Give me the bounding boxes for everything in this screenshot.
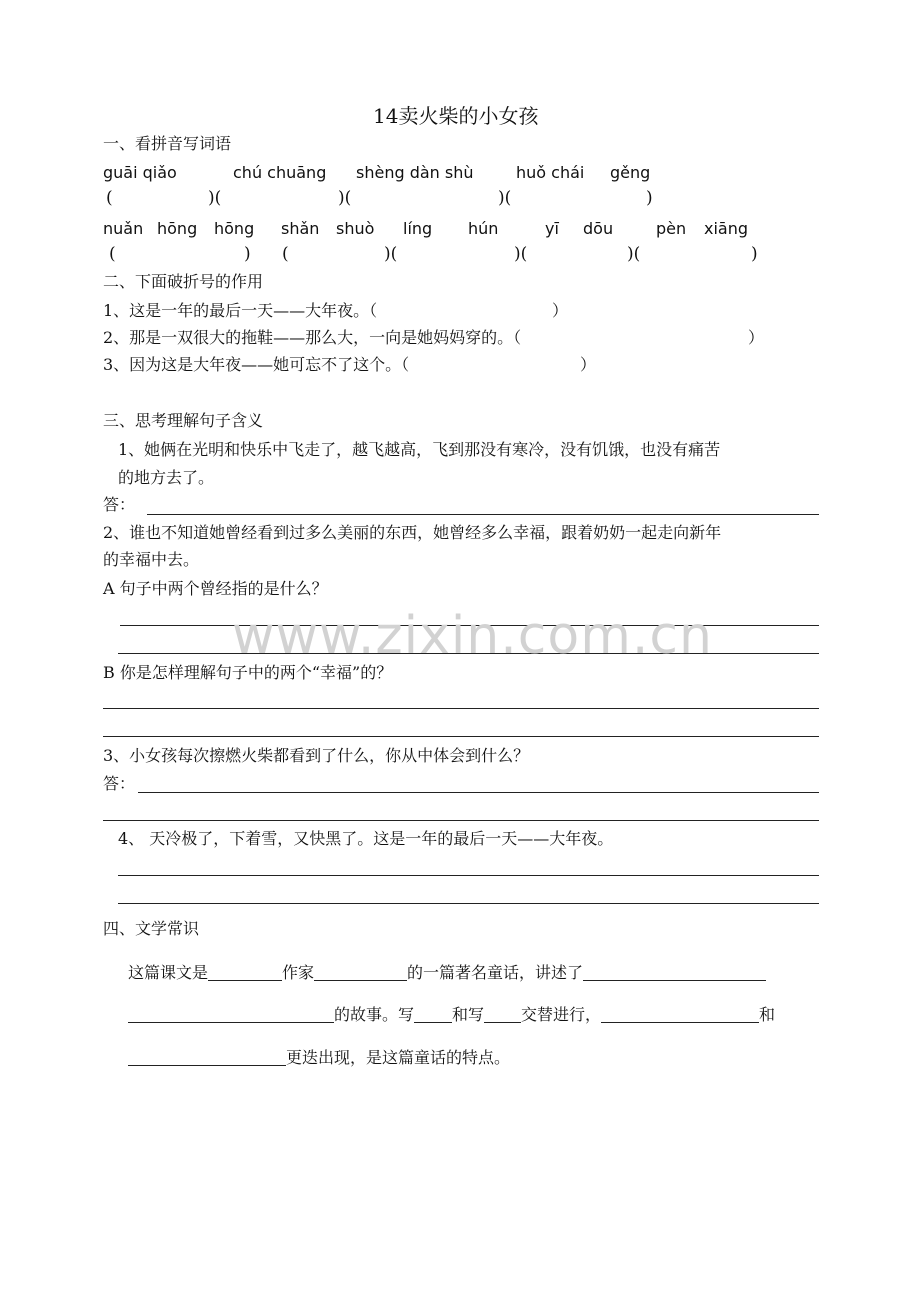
- answer-blank[interactable]: ): [751, 244, 758, 264]
- fill-blank[interactable]: [484, 1004, 521, 1023]
- answer-label: 答：: [103, 495, 136, 514]
- question-3-2-cont: 的幸福中去。: [103, 550, 200, 569]
- fill-text: 这篇课文是: [128, 963, 209, 982]
- fill-blank[interactable]: [314, 962, 407, 981]
- pinyin-6: nuǎn: [103, 219, 144, 238]
- answer-blank[interactable]: ): [646, 188, 653, 208]
- answer-line[interactable]: [118, 903, 819, 904]
- pinyin-5: gěng: [610, 163, 651, 182]
- watermark: www.zixin.com.cn: [232, 606, 713, 666]
- answer-line[interactable]: [118, 875, 819, 876]
- question-3-3: 3、小女孩每次擦燃火柴都看到了什么，你从中体会到什么？: [103, 746, 530, 765]
- question-3-2a: A 句子中两个曾经指的是什么？: [103, 579, 328, 598]
- answer-blank[interactable]: ): [244, 244, 251, 264]
- question-3-2: 2、谁也不知道她曾经看到过多么美丽的东西，她曾经多么幸福，跟着奶奶一起走向新年: [103, 523, 722, 542]
- pinyin-14: dōu: [583, 219, 614, 238]
- answer-line[interactable]: [103, 708, 819, 709]
- fill-blank[interactable]: [128, 1047, 286, 1066]
- pinyin-3: shèng dàn shù: [356, 163, 474, 182]
- question-3-1-cont: 的地方去了。: [118, 468, 215, 487]
- literature-paragraph-line-1: [128, 962, 766, 981]
- pinyin-10: shuò: [336, 219, 375, 238]
- question-2-1: 1、这是一年的最后一天——大年夜。（: [103, 301, 378, 320]
- fill-text: 和: [759, 1005, 776, 1024]
- fill-text: 作家: [282, 963, 315, 982]
- pinyin-11: líng: [403, 219, 433, 238]
- pinyin-9: shǎn: [281, 219, 320, 238]
- question-3-1: 1、她俩在光明和快乐中飞走了，越飞越高，飞到那没有寒冷，没有饥饿，也没有痛苦: [118, 440, 721, 459]
- pinyin-12: hún: [468, 219, 499, 238]
- pinyin-8: hōng: [214, 219, 255, 238]
- fill-blank[interactable]: [414, 1004, 452, 1023]
- section-4-heading: 四、文学常识: [103, 919, 200, 938]
- answer-line[interactable]: [103, 736, 819, 737]
- section-1-heading: 一、看拼音写词语: [103, 134, 232, 153]
- fill-text: 的故事。写: [334, 1005, 415, 1024]
- answer-blank[interactable]: (: [109, 244, 116, 264]
- answer-blank[interactable]: ）: [552, 301, 569, 320]
- answer-label: 答：: [103, 774, 136, 793]
- answer-blank[interactable]: ）: [748, 328, 765, 347]
- answer-blank[interactable]: )(: [498, 188, 512, 208]
- fill-blank[interactable]: [601, 1004, 759, 1023]
- literature-paragraph-line-3: [128, 1047, 510, 1066]
- fill-text: 的一篇著名童话，讲述了: [407, 963, 584, 982]
- page-title: 14卖火柴的小女孩: [373, 104, 539, 128]
- answer-blank[interactable]: (: [282, 244, 289, 264]
- answer-line[interactable]: [138, 792, 819, 793]
- pinyin-7: hōng: [157, 219, 198, 238]
- answer-blank[interactable]: )(: [627, 244, 641, 264]
- section-3-heading: 三、思考理解句子含义: [103, 411, 264, 430]
- answer-blank[interactable]: (: [106, 188, 113, 208]
- answer-line[interactable]: [103, 820, 819, 821]
- fill-blank[interactable]: [208, 962, 282, 981]
- answer-blank[interactable]: )(: [208, 188, 222, 208]
- answer-blank[interactable]: )(: [514, 244, 528, 264]
- answer-line[interactable]: [147, 514, 819, 515]
- fill-blank[interactable]: [583, 962, 766, 981]
- fill-blank[interactable]: [128, 1004, 334, 1023]
- fill-text: 更迭出现，是这篇童话的特点。: [286, 1048, 511, 1067]
- pinyin-16: xiāng: [704, 219, 749, 238]
- pinyin-4: huǒ chái: [516, 163, 585, 182]
- pinyin-13: yī: [545, 219, 559, 238]
- question-2-3: 3、因为这是大年夜——她可忘不了这个。（: [103, 355, 410, 374]
- fill-text: 和写: [452, 1005, 485, 1024]
- answer-blank[interactable]: )(: [384, 244, 398, 264]
- question-3-4: 4、 天冷极了，下着雪，又快黑了。这是一年的最后一天——大年夜。: [118, 829, 614, 848]
- question-2-2: 2、那是一双很大的拖鞋——那么大，一向是她妈妈穿的。（: [103, 328, 522, 347]
- question-3-2b: B 你是怎样理解句子中的两个“幸福”的？: [103, 663, 393, 682]
- pinyin-2: chú chuāng: [233, 163, 327, 182]
- pinyin-15: pèn: [656, 219, 687, 238]
- pinyin-1: guāi qiǎo: [103, 163, 177, 182]
- fill-text: 交替进行，: [521, 1005, 602, 1024]
- literature-paragraph-line-2: [128, 1004, 775, 1023]
- answer-blank[interactable]: ）: [580, 355, 597, 374]
- answer-blank[interactable]: )(: [338, 188, 352, 208]
- section-2-heading: 二、下面破折号的作用: [103, 272, 264, 291]
